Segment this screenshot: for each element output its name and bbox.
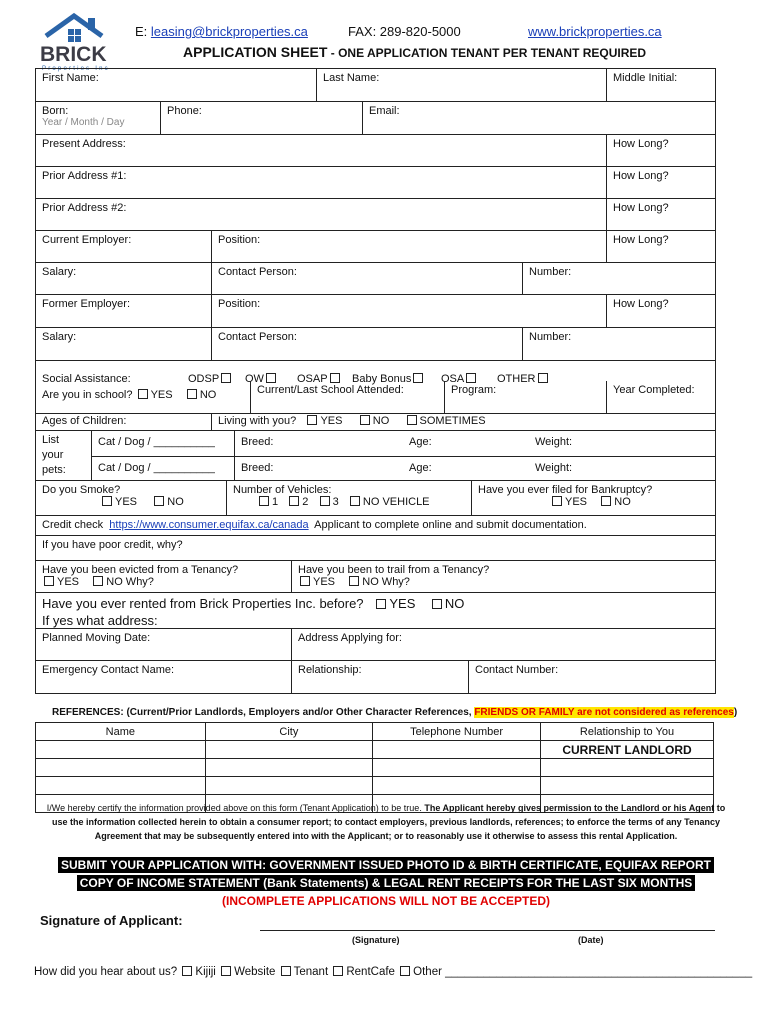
employer-how-long-field[interactable]: How Long? — [606, 231, 715, 262]
date-caption: (Date) — [578, 935, 604, 945]
contact-person-field-1[interactable]: Contact Person: — [211, 263, 522, 294]
prior-address-2-field[interactable]: Prior Address #2: — [42, 202, 127, 214]
last-name-field[interactable]: Last Name: — [316, 69, 606, 101]
current-employer-row — [36, 231, 715, 263]
contact-number-field[interactable]: Contact Number: — [468, 661, 715, 693]
website-link[interactable] — [528, 24, 662, 39]
rented-no-checkbox[interactable] — [432, 599, 442, 609]
vehicles-field: Number of Vehicles: 1 2 3 NO VEHICLE — [226, 481, 471, 515]
address-applying-field[interactable]: Address Applying for: — [291, 629, 715, 660]
living-no-checkbox[interactable] — [360, 415, 370, 425]
born-row — [36, 102, 715, 135]
rented-before-row: Have you ever rented from Brick Properties Inc. before? YES NO If yes what address: — [36, 593, 715, 629]
emergency-contact-field[interactable]: Emergency Contact Name: — [42, 664, 175, 676]
equifax-link[interactable]: https://www.consumer.equifax.ca/canada — [109, 519, 309, 531]
prior-address-1-field[interactable]: Prior Address #1: — [42, 170, 127, 182]
trail-yes-checkbox[interactable] — [300, 576, 310, 586]
trail-no-checkbox[interactable] — [349, 576, 359, 586]
former-how-long-field[interactable]: How Long? — [606, 295, 715, 327]
brick-logo — [38, 12, 120, 72]
former-position-field[interactable]: Position: — [211, 295, 606, 327]
living-sometimes-checkbox[interactable] — [407, 415, 417, 425]
other-option[interactable]: OTHER — [497, 373, 551, 385]
born-field[interactable]: Born: Year / Month / Day — [36, 102, 160, 134]
first-name-field[interactable]: First Name: — [42, 72, 99, 84]
submit-instructions — [38, 856, 734, 910]
signature-line[interactable] — [260, 930, 715, 931]
emergency-row — [36, 661, 715, 693]
poor-credit-row — [36, 536, 715, 561]
certification-text: I/We hereby certify the information provided above on this form (Tenant Application) to be true. The Applicant hereby gives permission to the Landlord or his Agent to use the information collected herein to obtain a consumer report; to contact employers, previous landlords, references; to enforce the terms of any Tenancy Agreement that may be subsequently entered into with the Applicant; or to reasonably use it otherwise to assess this rental Application. — [46, 803, 726, 841]
pet-row-2: Cat / Dog / __________ Breed: Age: Weight: — [92, 457, 715, 481]
email-line — [135, 24, 308, 39]
credit-check-row: Credit check https://www.consumer.equifax.ca/canada Applicant to complete online and submit documentation. — [36, 516, 715, 536]
previous-address-field[interactable]: If yes what address: — [42, 613, 158, 628]
in-school-question: Are you in school? YES NO — [42, 389, 217, 401]
no-vehicle-checkbox[interactable] — [350, 496, 360, 506]
moving-date-field[interactable]: Planned Moving Date: — [42, 632, 151, 644]
year-completed-field[interactable]: Year Completed: — [606, 381, 715, 413]
moving-date-row — [36, 629, 715, 661]
references-table — [35, 722, 714, 813]
smoke-vehicles-row — [36, 481, 715, 516]
submit-line-2: COPY OF INCOME STATEMENT (Bank Statements) & LEGAL RENT RECEIPTS FOR THE LAST SIX MONTHS — [77, 875, 696, 891]
current-landlord-label: CURRENT LANDLORD — [541, 741, 714, 759]
prior-address-1-row — [36, 167, 715, 199]
title-main: APPLICATION SHEET — [183, 44, 328, 60]
hear-about-us: How did you hear about us? Kijiji Website Tenant RentCafe Other ________________________________________________ — [34, 966, 753, 978]
logo-text: BRICK — [40, 43, 107, 66]
evicted-field: Have you been evicted from a Tenancy? YES NO Why? — [42, 564, 239, 588]
email-field[interactable]: Email: — [362, 102, 715, 134]
page-title — [183, 44, 646, 60]
signature-label: Signature of Applicant: — [40, 913, 183, 928]
odsp-option[interactable]: ODSP — [188, 373, 234, 385]
kijiji-checkbox[interactable] — [182, 966, 192, 976]
bankruptcy-no-checkbox[interactable] — [601, 496, 611, 506]
other-source-field[interactable]: Other ________________________________________________ — [413, 966, 753, 978]
present-how-long-field[interactable]: How Long? — [606, 135, 715, 166]
contact-person-field-2[interactable]: Contact Person: — [211, 328, 522, 360]
salary-field-2[interactable]: Salary: — [42, 331, 77, 343]
smoke-field: Do you Smoke? YES NO — [42, 484, 184, 508]
incomplete-warning: (INCOMPLETE APPLICATIONS WILL NOT BE ACCEPTED) — [222, 894, 550, 908]
baby-bonus-option[interactable]: Baby Bonus — [352, 373, 426, 385]
tenant-checkbox[interactable] — [281, 966, 291, 976]
number-field-1[interactable]: Number: — [522, 263, 715, 294]
present-address-field[interactable]: Present Address: — [42, 138, 126, 150]
website-link-text[interactable]: www.brickproperties.ca — [528, 24, 662, 39]
rented-yes-checkbox[interactable] — [376, 599, 386, 609]
email-link[interactable]: leasing@brickproperties.ca — [150, 24, 308, 39]
current-position-field[interactable]: Position: — [211, 231, 606, 262]
pets-label: List your pets: — [42, 434, 66, 476]
pets-table — [91, 431, 715, 480]
table-row — [36, 759, 714, 777]
osa-option[interactable]: OSA — [441, 373, 479, 385]
former-employer-field[interactable]: Former Employer: — [42, 298, 131, 310]
smoke-yes-checkbox[interactable] — [102, 496, 112, 506]
salary-row-2 — [36, 328, 715, 361]
evicted-yes-checkbox[interactable] — [44, 576, 54, 586]
vehicle-3-checkbox[interactable] — [320, 496, 330, 506]
table-row — [36, 741, 714, 759]
school-yes-checkbox[interactable] — [138, 389, 148, 399]
vehicle-2-checkbox[interactable] — [289, 496, 299, 506]
osap-option[interactable]: OSAP — [297, 373, 343, 385]
living-yes-checkbox[interactable] — [307, 415, 317, 425]
born-hint: Year / Month / Day — [42, 117, 125, 128]
other-source-checkbox[interactable] — [400, 966, 410, 976]
ages-children-field[interactable]: Ages of Children: — [42, 415, 127, 427]
prior2-how-long-field[interactable]: How Long? — [606, 199, 715, 230]
references-heading: REFERENCES: (Current/Prior Landlords, Employers and/or Other Character References, FRIENDS OR FAMILY are not considered as references) — [52, 707, 738, 718]
rentcafe-checkbox[interactable] — [333, 966, 343, 976]
signature-caption: (Signature) — [352, 935, 400, 945]
number-field-2[interactable]: Number: — [522, 328, 715, 360]
ow-option[interactable]: OW — [245, 373, 279, 385]
present-address-row — [36, 135, 715, 167]
salary-row-1 — [36, 263, 715, 295]
middle-initial-field[interactable]: Middle Initial: — [606, 69, 715, 101]
school-attended-field[interactable]: Current/Last School Attended: — [250, 381, 444, 413]
prior1-how-long-field[interactable]: How Long? — [606, 167, 715, 198]
school-no-checkbox[interactable] — [187, 389, 197, 399]
phone-field[interactable]: Phone: — [160, 102, 362, 134]
website-checkbox[interactable] — [221, 966, 231, 976]
references-warning: FRIENDS OR FAMILY are not considered as references — [474, 707, 734, 718]
bankruptcy-yes-checkbox[interactable] — [552, 496, 562, 506]
bankruptcy-field: Have you ever filed for Bankruptcy? YES NO — [471, 481, 715, 515]
eviction-row — [36, 561, 715, 593]
submit-line-1: SUBMIT YOUR APPLICATION WITH: GOVERNMENT ISSUED PHOTO ID & BIRTH CERTIFICATE, EQUIFAX REPORT — [58, 857, 714, 873]
trail-field: Have you been to trail from a Tenancy? YES NO Why? — [291, 561, 715, 592]
living-with-field: Living with you? YES NO SOMETIMES — [211, 414, 715, 430]
former-employer-row — [36, 295, 715, 328]
references-header-row: Name City Telephone Number Relationship to You — [36, 723, 714, 741]
prior-address-2-row — [36, 199, 715, 231]
poor-credit-field[interactable]: If you have poor credit, why? — [42, 539, 183, 551]
odsp-checkbox[interactable] — [221, 373, 231, 383]
evicted-no-checkbox[interactable] — [93, 576, 103, 586]
relationship-field[interactable]: Relationship: — [291, 661, 468, 693]
salary-field-1[interactable]: Salary: — [42, 266, 77, 278]
fax-line: FAX: 289-820-5000 — [348, 24, 461, 39]
pets-row — [36, 431, 715, 481]
pet-row-1: Cat / Dog / __________ Breed: Age: Weight: — [92, 431, 715, 457]
vehicle-1-checkbox[interactable] — [259, 496, 269, 506]
smoke-no-checkbox[interactable] — [154, 496, 164, 506]
logo-subtext: Properties Inc — [42, 66, 110, 72]
email-prefix: E: — [135, 24, 151, 39]
name-row — [36, 69, 715, 102]
table-row — [36, 777, 714, 795]
program-field[interactable]: Program: — [444, 381, 606, 413]
title-sub: - ONE APPLICATION TENANT PER TENANT REQUIRED — [327, 46, 647, 60]
application-form — [35, 68, 716, 694]
assistance-school-row: Social Assistance: ODSP OW OSAP Baby Bonus OSA OTHER Are you in school? YES NO Current/Last School Attended: Program: Year Completed: — [36, 361, 715, 414]
children-row — [36, 414, 715, 431]
current-employer-field[interactable]: Current Employer: — [42, 234, 132, 246]
